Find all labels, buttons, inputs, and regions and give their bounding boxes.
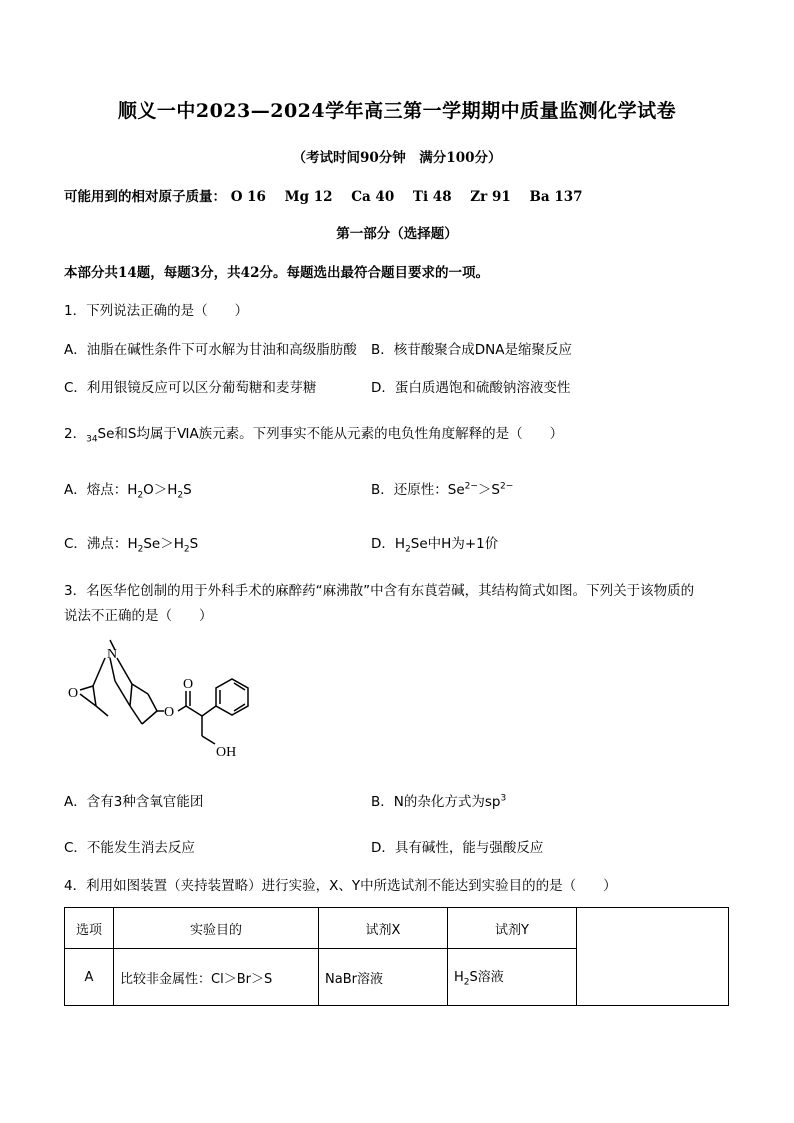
header-option: 选项 — [65, 908, 114, 949]
q1-option-b: B．核苷酸聚合成DNA是缩聚反应 — [371, 342, 572, 358]
table-header-row — [65, 908, 729, 949]
q4-stem: 4．利用如图装置（夹持装置略）进行实验，X、Y中所选试剂不能达到实验目的的是（ ） — [64, 878, 617, 894]
q3-option-c: C．不能发生消去反应 — [64, 840, 195, 856]
q3-option-b: B．N的杂化方式为$sp^3$ — [371, 793, 507, 810]
page-title: 顺义一中2023—2024学年高三第一学期期中质量监测化学试卷 — [117, 100, 677, 122]
q1-stem: 1．下列说法正确的是（ ） — [64, 303, 249, 319]
q2-stem — [64, 422, 563, 445]
q2-number: 2． — [64, 426, 87, 442]
se-mass-number: 34 — [86, 434, 98, 445]
hydroxyl-label: OH — [216, 745, 237, 760]
atomic-mass: O 16 — [230, 189, 266, 205]
atomic-masses-line — [64, 185, 597, 205]
atomic-mass: Mg 12 — [284, 189, 333, 205]
header-purpose: 实验目的 — [114, 908, 319, 949]
q3-stem-line2: 说法不正确的是（ ） — [64, 608, 213, 624]
q2-option-c: C．沸点：$H_2Se>H_2S$ — [64, 536, 199, 555]
atomic-mass: Ca 40 — [351, 189, 395, 205]
q2-stem-text: Se和S均属于ⅥA族元素。下列事实不能从元素的电负性角度解释的是（ ） — [97, 426, 564, 442]
cell-reagent-y: $H_2S$溶液 — [448, 949, 577, 1006]
q3-option-d: D．具有碱性，能与强酸反应 — [371, 840, 544, 856]
atomic-mass: Ti 48 — [412, 189, 452, 205]
scopolamine-structure — [60, 636, 280, 766]
ester-oxygen-label: O — [164, 705, 175, 720]
part1-instructions: 本部分共14题，每题3分，共42分。每题选出最符合题目要求的一项。 — [64, 265, 489, 281]
q1-option-a: A．油脂在碱性条件下可水解为甘油和高级脂肪酸 — [64, 342, 357, 358]
header-reagent-x: 试剂X — [319, 908, 448, 949]
q3-option-a: A．含有3种含氧官能团 — [64, 794, 204, 810]
header-reagent-y: 试剂Y — [448, 908, 577, 949]
atomic-masses-label: 可能用到的相对原子质量： — [64, 189, 226, 205]
apparatus-cell — [577, 908, 729, 1006]
part1-heading: 第一部分（选择题） — [336, 226, 458, 242]
cell-reagent-x: NaBr溶液 — [319, 949, 448, 1006]
atomic-mass: Ba 137 — [529, 189, 583, 205]
carbonyl-oxygen-label: O — [183, 677, 194, 692]
q2-option-d: D．$H_2Se$中H为+1价 — [371, 536, 499, 555]
nitrogen-label: N — [107, 647, 118, 662]
q2-option-b: B．还原性：$Se^{2-}>S^{2-}$ — [371, 481, 514, 498]
q1-option-d: D．蛋白质遇饱和硫酸钠溶液变性 — [371, 380, 571, 396]
atomic-mass: Zr 91 — [470, 189, 511, 205]
q2-option-a: A．熔点：$H_2O>H_2S$ — [64, 482, 192, 501]
q3-stem-line1: 3．名医华佗创制的用于外科手术的麻醉药“麻沸散”中含有东莨菪碱，其结构简式如图。下列关于该物质的 — [64, 583, 695, 599]
cell-option: A — [65, 949, 114, 1006]
epoxide-oxygen-label: O — [68, 686, 79, 701]
q4-table — [64, 907, 729, 1006]
q1-option-c: C．利用银镜反应可以区分葡萄糖和麦芽糖 — [64, 380, 317, 396]
exam-info: （考试时间90分钟 满分100分） — [292, 150, 502, 166]
cell-purpose: 比较非金属性：Cl＞Br＞S — [114, 949, 319, 1006]
